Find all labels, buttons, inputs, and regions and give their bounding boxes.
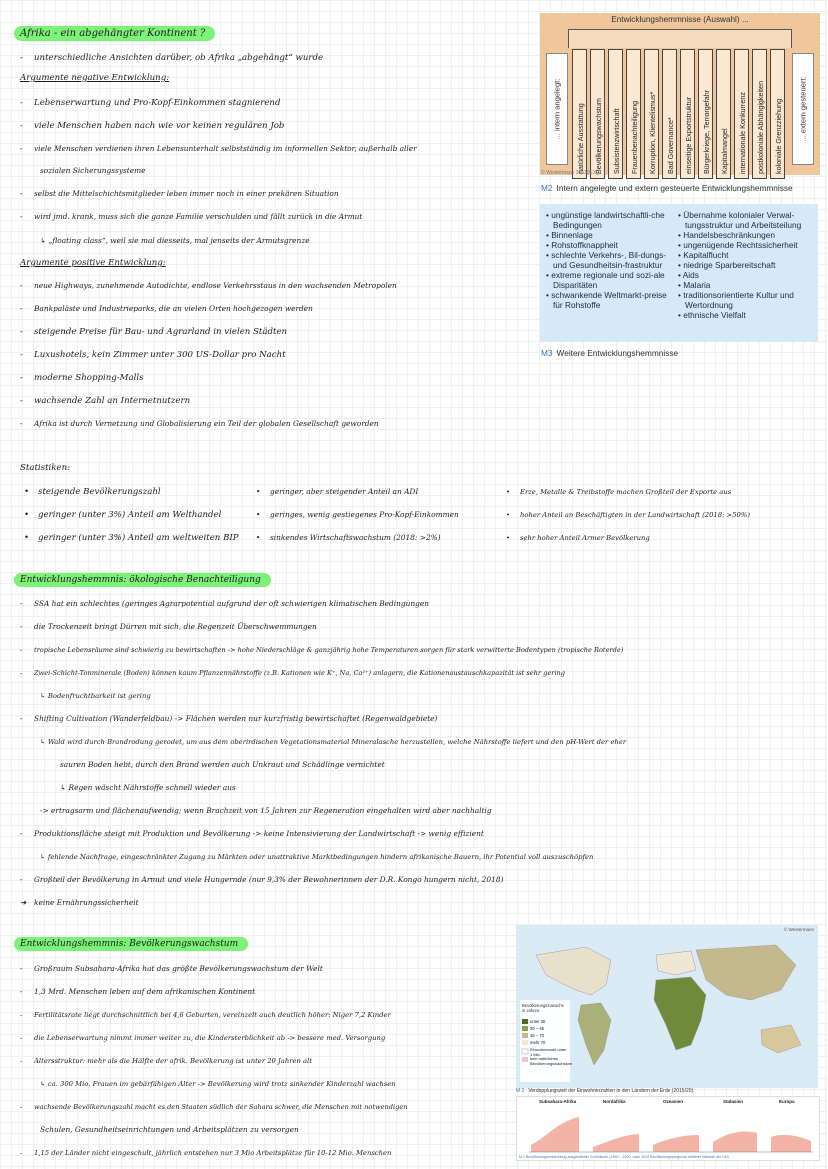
text-line: ↳ fehlende Nachfrage, eingeschränkter Zugang zu Märkten oder unattraktive Marktbedingungen hindern afrikanische Bauern, ihr Potential voll auszuschöpfen [40, 853, 594, 861]
stat-item: • hoher Anteil an Beschäftigten in der Landwirtschaft (2018: >50%) [506, 511, 750, 519]
text-line: ↳ ca. 300 Mio. Frauen im gebärfähigen Alter -> Bevölkerung wird trotz sinkender Kinderzahl wachsen [40, 1080, 396, 1088]
stat-item: • steigende Bevölkerungszahl [24, 487, 161, 497]
text-line: - Shifting Cultivation (Wanderfeldbau) -> Flächen werden nur kurzfristig bewirtschaftet (Regenwaldgebiete) [20, 714, 438, 723]
chart-footer: M 1 Bevölkerungsentwicklung ausgewählter Großräume (1950 – 2100, nach 2019 Bevölkerungsprognose mittlerer Variante der UN) [519, 1155, 729, 1159]
text-line: ↳ „floating class“, weil sie mal diesseits, mal jenseits der Armutsgrenze [40, 236, 310, 245]
legend-label: Einwohnerzahl unter 1 Mio. [530, 1047, 567, 1057]
chart-region-label: Ozeanien [663, 1099, 684, 1104]
text-line: - tropische Lebensräume sind schwierig zu bewirtschaften -> hohe Niederschläge & ganzjährig hohe Temperaturen sorgen für stark verwitterte Bodentypen (tropische Roterde) [20, 646, 624, 654]
area-nordafrika [593, 1134, 639, 1152]
m2-column: Kapitalmangel [716, 49, 731, 179]
map-publisher: © Westermann [784, 927, 814, 932]
text-line: - Großteil der Bevölkerung in Armut und viele Hungernde (nur 9,3% der Bewohnerinnen der D.R. Kongo hungern nicht, 2018) [20, 875, 504, 884]
m2-column: koloniale Grenzziehung [770, 49, 785, 179]
text-line: sozialen Sicherungssysteme [40, 166, 146, 175]
text-line: - Großraum Subsahara-Afrika hat das größte Bevölkerungswachstum der Welt [20, 964, 323, 973]
text-line: - die Trockenzeit bringt Dürren mit sich, die Regenzeit Überschwemmungen [20, 622, 317, 631]
m2-column: natürliche Ausstattung [572, 49, 587, 179]
text-line: ➜ keine Ernährungssicherheit [20, 898, 139, 907]
list-item: • Handelsbeschränkungen [678, 230, 776, 240]
map-legend-title: Bevölkerungszuwachs in Jahren [522, 1003, 564, 1013]
text-line: - steigende Preise für Bau- und Agrarland in vielen Städten [20, 327, 288, 337]
list-item: • extreme regionale und sozi-ale Disparitäten [546, 270, 665, 290]
m2-copyright: © Westermann 36530EX_1 [541, 170, 602, 176]
text-line: - viele Menschen verdienen ihren Lebensunterhalt selbstständig im informellen Sektor, außerhalb aller [20, 144, 417, 153]
section-heading-bevoelkerung: Entwicklungshemmnis: Bevölkerungswachstum [14, 937, 248, 951]
m3-right-list [678, 210, 814, 320]
text-line: ↳ Wald wird durch Brandrodung gerodet, um aus dem oberirdischen Vegetationsmaterial Mineralasche herzustellen, welche Nährstoffe liefert und den pH-Wert der eher [40, 738, 627, 746]
m2-title: Entwicklungshemmnisse (Auswahl) ... [611, 15, 749, 24]
text-line: - Fertilitätsrate liegt durchschnittlich bei 4,6 Geburten, vereinzelt auch deutlich höher: Niger 7,2 Kinder [20, 1011, 391, 1019]
text-line: - die Lebenserwartung nimmt immer weiter zu, die Kindersterblichkeit ab -> bessere med. Versorgung [20, 1034, 386, 1042]
text-line: - neue Highways, zunehmende Autodichte, endlose Verkehrsstaus in den wachsenden Metropolen [20, 281, 397, 290]
section-heading-afrika: Afrika - ein abgehängter Kontinent ? [14, 26, 215, 41]
area-suedasien [713, 1131, 757, 1152]
m2-column: Bevölkerungswachstum [590, 49, 605, 179]
m2-column: einseitige Exportstruktur [680, 49, 695, 179]
stat-item: • geringes, wenig gestiegenes Pro-Kopf-Einkommen [256, 510, 459, 519]
text-line: ↳ Regen wäscht Nährstoffe schnell wieder aus [60, 783, 236, 792]
text-line: sauren Boden hebt, durch den Brand werden auch Unkraut und Schädlinge vernichtet [60, 760, 385, 769]
text-line: - selbst die Mittelschichtsmitglieder leben immer noch in einer prekären Situation [20, 189, 339, 198]
area-ozeanien [653, 1135, 699, 1152]
area-europa [771, 1135, 811, 1152]
list-item: • Malaria [678, 280, 711, 290]
legend-swatch [522, 1026, 528, 1031]
stat-item: • geringer (unter 3%) Anteil am Welthandel [24, 510, 222, 520]
list-item: • schwankende Weltmarkt-preise für Rohstoffe [546, 290, 667, 310]
legend-label: 30 – 45 [530, 1026, 544, 1031]
legend-swatch [522, 1057, 528, 1062]
m2-right-label: ... extern gesteuert: [792, 53, 814, 165]
text-line: - wachsende Bevölkerungszahl macht es den Staaten südlich der Sahara schwer, die Menschen mit notwendigen [20, 1103, 408, 1111]
list-item: • ungenügende Rechtssicherheit [678, 240, 798, 250]
m2-column: Bad Governance* [662, 49, 677, 179]
legend-swatch [522, 1033, 528, 1038]
list-item: • traditionsorientierte Kultur und Wertordnung [678, 290, 794, 310]
legend-swatch [522, 1019, 528, 1024]
stat-item: • Erze, Metalle & Treibstoffe machen Großteil der Exporte aus [506, 488, 732, 496]
legend-swatch [522, 1040, 528, 1045]
neg-heading: Argumente negative Entwicklung: [20, 73, 170, 83]
stat-item: • geringer, aber steigender Anteil an ADI [256, 487, 419, 496]
m2-caption: M2 Intern angelegte und extern gesteuerte Entwicklungshemmnisse [541, 183, 793, 193]
text-line: - Altersstruktur: mehr als die Hälfte der afrik. Bevölkerung ist unter 20 Jahren alt [20, 1057, 312, 1065]
legend-label: mehr 70 [530, 1040, 546, 1045]
figure-m3-box [540, 204, 818, 342]
chart-region-label: Subsahara-Afrika [539, 1099, 577, 1104]
section-heading-oekologie: Entwicklungshemmnis: ökologische Benachteiligung [14, 573, 271, 587]
text-line: - SSA hat ein schlechtes (geringes Agrarpotential aufgrund der oft schwierigen klimatischen Bedingungen [20, 599, 430, 608]
text-line: - viele Menschen haben nach wie vor keinen regulären Job [20, 121, 285, 131]
text-line: ↳ Bodenfruchtbarkeit ist gering [40, 692, 151, 700]
text-line: - wachsende Zahl an Internetnutzern [20, 396, 191, 406]
map-caption: M 2 Verdopplungszeit der Einwohnerzahlen in den Ländern der Erde (2015/20) [516, 1088, 694, 1094]
m2-left-label: ... intern angelegt: [546, 53, 568, 165]
legend-swatch [522, 1049, 528, 1054]
list-item: • niedrige Sparbereitschaft [678, 260, 776, 270]
population-chart [516, 1096, 820, 1161]
world-map-figure [516, 925, 818, 1088]
m2-column: Subsistenzwirtschaft [608, 49, 623, 179]
pos-heading: Argumente positive Entwicklung: [20, 258, 166, 268]
stat-item: • geringer (unter 3%) Anteil am weltweiten BIP [24, 533, 239, 543]
stat-item: • sehr hoher Anteil Armer Bevölkerung [506, 534, 650, 542]
figure-m2-diagram [540, 13, 820, 175]
chart-region-label: Südasien [723, 1099, 744, 1104]
text-line: - moderne Shopping-Malls [20, 373, 144, 383]
list-item: • Rohstoffknappheit [546, 240, 618, 250]
legend-label: unter 30 [530, 1019, 546, 1024]
list-item: • Binnenlage [546, 230, 593, 240]
text-line: - 1,3 Mrd. Menschen leben auf dem afrikanischen Kontinent [20, 987, 256, 996]
text-line: - unterschiedliche Ansichten darüber, ob Afrika „abgehängt“ wurde [20, 53, 324, 63]
m2-roof [568, 29, 792, 48]
list-item: • ethnische Vielfalt [678, 310, 746, 320]
list-item: • Übernahme kolonialer Verwal-tungsstruktur und Arbeitsteilung [678, 210, 802, 230]
text-line: - wird jmd. krank, muss sich die ganze Familie verschulden und fällt zurück in die Armut [20, 212, 363, 221]
text-line: Schulen, Gesundheitseinrichtungen und Arbeitsplätzen zu versorgen [40, 1125, 299, 1134]
list-item: • ungünstige landwirtschaftli-che Bedingungen [546, 210, 665, 230]
chart-region-label: Europa [779, 1099, 795, 1104]
list-item: • Aids [678, 270, 699, 280]
europe-shape [656, 951, 696, 975]
population-chart-svg [517, 1097, 819, 1160]
legend-label: 45 – 70 [530, 1033, 544, 1038]
area-subsahara [531, 1117, 579, 1152]
text-line: - Produktionsfläche steigt mit Produktion und Bevölkerung -> keine Intensivierung der Landwirtschaft -> wenig effizient [20, 829, 484, 838]
m3-left-list [546, 210, 676, 310]
stats-heading: Statistiken: [20, 463, 71, 473]
text-line: -> ertragsarm und flächenaufwendig; wenn Brachzeit von 15 Jahren zur Regeneration eingehalten wird aber nachhaltig [40, 806, 492, 815]
text-line: - Bankpaläste und Industrieparks, die an vielen Orten hochgezogen werden [20, 304, 313, 313]
legend-label: kein natürliches Bevölkerungswachstum [530, 1056, 573, 1066]
stat-item: • sinkendes Wirtschaftswachstum (2018: >2%) [256, 533, 441, 542]
chart-region-label: Nordafrika [603, 1099, 626, 1104]
text-line: - Zwei-Schicht-Tonminerale (Boden) können kaum Pflanzennährstoffe (z.B. Kationen wie K⁺, Na, Ca²⁺) anlagern, die Kationenaustauschkapazität ist sehr gering [20, 669, 566, 677]
list-item: • Kapitalflucht [678, 250, 729, 260]
list-item: • schlechte Verkehrs-, Bil-dungs- und Gesundheitsin-frastruktur [546, 250, 667, 270]
text-line: - Afrika ist durch Vernetzung und Globalisierung ein Teil der globalen Gesellschaft geworden [20, 419, 379, 428]
text-line: - Luxushotels, kein Zimmer unter 300 US-Dollar pro Nacht [20, 350, 286, 360]
text-line: - Lebenserwartung und Pro-Kopf-Einkommen stagnierend [20, 98, 281, 108]
m2-column: Frauenbenachteiligung [626, 49, 641, 179]
text-line: - 1,15 der Länder nicht eingeschult, jährlich entstehen nur 3 Mio Arbeitsplätze für 10-12 Mio. Menschen [20, 1149, 392, 1157]
m2-column: Korruption, Klientelismus* [644, 49, 659, 179]
m2-column: internationale Konkurrenz [734, 49, 749, 179]
m3-caption: M3 Weitere Entwicklungshemmnisse [541, 348, 679, 358]
m2-column: Bürgerkriege, Terrorgefahr [698, 49, 713, 179]
m2-column: postkoloniale Abhängigkeiten [752, 49, 767, 179]
